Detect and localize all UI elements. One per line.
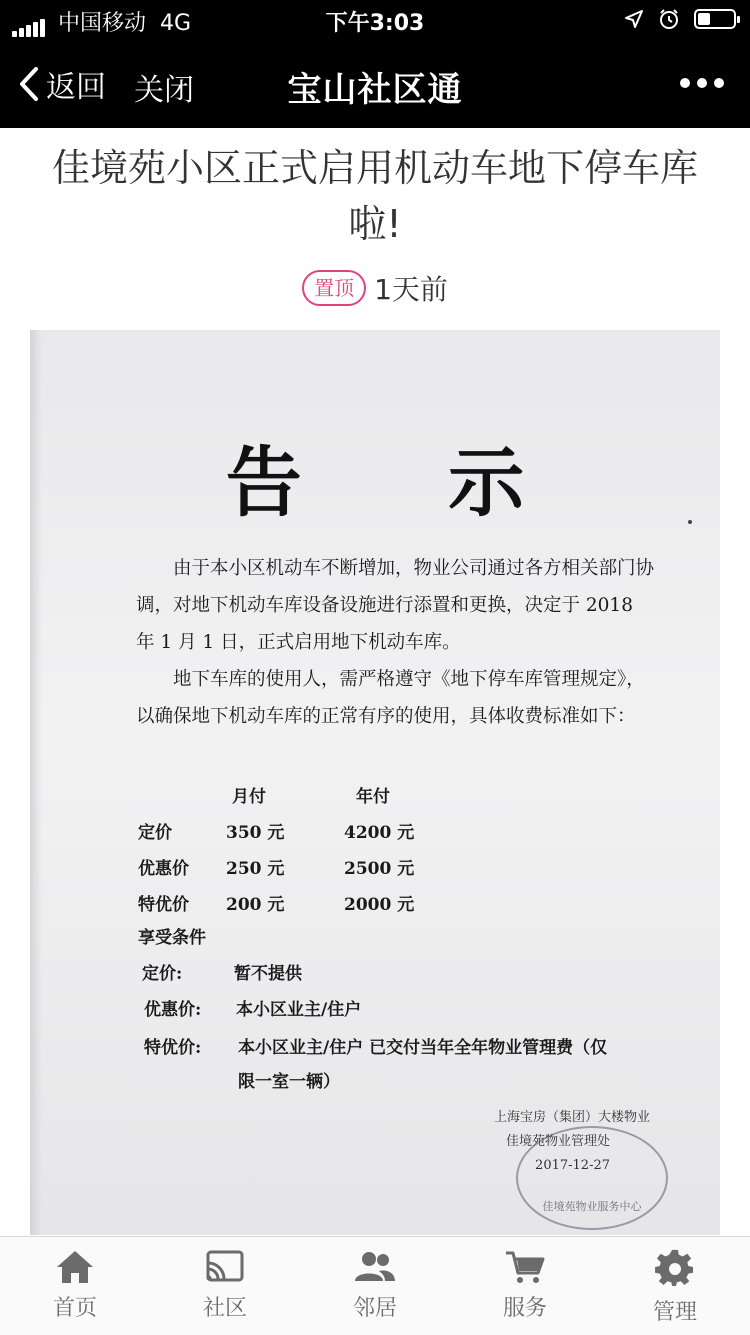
page-title: 宝山社区通 [287, 70, 463, 110]
conditions-title-text: 享受条件 [138, 928, 206, 948]
tab-services[interactable] [450, 1237, 600, 1335]
cast-icon [203, 1249, 247, 1285]
condition-label: 定价: [142, 964, 183, 984]
yearly-header: 年付 [356, 787, 390, 807]
monthly-header: 月付 [232, 787, 266, 807]
price-monthly: 350 元 [226, 823, 285, 843]
tab-community[interactable] [150, 1237, 300, 1335]
signature-line: 上海宝房（集团）大楼物业 [493, 1110, 650, 1125]
tab-neighbors[interactable] [300, 1237, 450, 1335]
price-label: 优惠价 [138, 859, 189, 879]
condition-text: 本小区业主/住户 [236, 1000, 362, 1020]
notice-heading: 告 示 [225, 438, 585, 527]
gear-icon [655, 1249, 695, 1289]
tab-label: 管理 [652, 1300, 697, 1325]
notice-paragraph-1: 由于本小区机动车不断增加，物业公司通过各方相关部门协调，对地下机动车库设备设施进行添置和更换，决定于 2018 年 1 月 1 日，正式启用地下机动车库。 [136, 558, 655, 653]
price-monthly: 250 元 [226, 859, 285, 879]
battery-icon [694, 9, 736, 29]
tab-home[interactable] [0, 1237, 150, 1335]
price-yearly: 2500 元 [344, 859, 415, 879]
signature-date: 2017-12-27 [535, 1158, 610, 1173]
signature-line: 佳境苑物业管理处 [505, 1134, 610, 1149]
cart-icon [503, 1249, 547, 1285]
price-monthly: 200 元 [226, 895, 285, 915]
notice-body [136, 550, 656, 735]
time-ago: 1天前 [374, 273, 448, 306]
alarm-icon [658, 8, 680, 30]
article-title: 佳境苑小区正式启用机动车地下停车库啦! [51, 146, 698, 246]
tab-bar [0, 1236, 750, 1335]
tab-label: 社区 [202, 1296, 247, 1321]
clock: 下午3:03 [325, 11, 425, 36]
tab-label: 首页 [52, 1296, 97, 1321]
tab-label: 邻居 [352, 1296, 397, 1321]
price-label: 特优价 [138, 895, 189, 915]
condition-label: 优惠价: [144, 1000, 202, 1020]
price-yearly: 2000 元 [344, 895, 415, 915]
location-arrow-icon [624, 9, 644, 29]
back-label: 返回 [46, 70, 106, 105]
price-label: 定价 [138, 823, 172, 843]
notice-photo[interactable] [30, 330, 720, 1235]
tab-label: 服务 [502, 1296, 547, 1321]
price-yearly: 4200 元 [344, 823, 415, 843]
status-bar [0, 0, 750, 40]
condition-text: 限一室一辆） [238, 1072, 340, 1092]
condition-label: 特优价: [144, 1038, 202, 1058]
pinned-badge: 置顶 [302, 270, 366, 306]
condition-text: 本小区业主/住户 已交付当年全年物业管理费（仅 [238, 1038, 608, 1058]
article-meta [0, 268, 750, 308]
people-icon [353, 1249, 397, 1285]
condition-text: 暂不提供 [234, 964, 302, 984]
nav-bar [0, 40, 750, 128]
official-seal [516, 1126, 668, 1230]
seal-text: 佳境苑物业服务中心 [542, 1200, 642, 1213]
carrier-label: 中国移动 4G [58, 11, 192, 36]
tab-manage[interactable] [600, 1237, 750, 1335]
more-dots-icon[interactable] [680, 78, 724, 88]
network-type: 4G [160, 11, 192, 36]
notice-paragraph-2: 地下车库的使用人，需严格遵守《地下停车库管理规定》，以确保地下机动车库的正常有序的使用，具体收费标准如下： [136, 669, 645, 727]
home-icon [55, 1249, 95, 1285]
close-button[interactable]: 关闭 [134, 73, 194, 108]
